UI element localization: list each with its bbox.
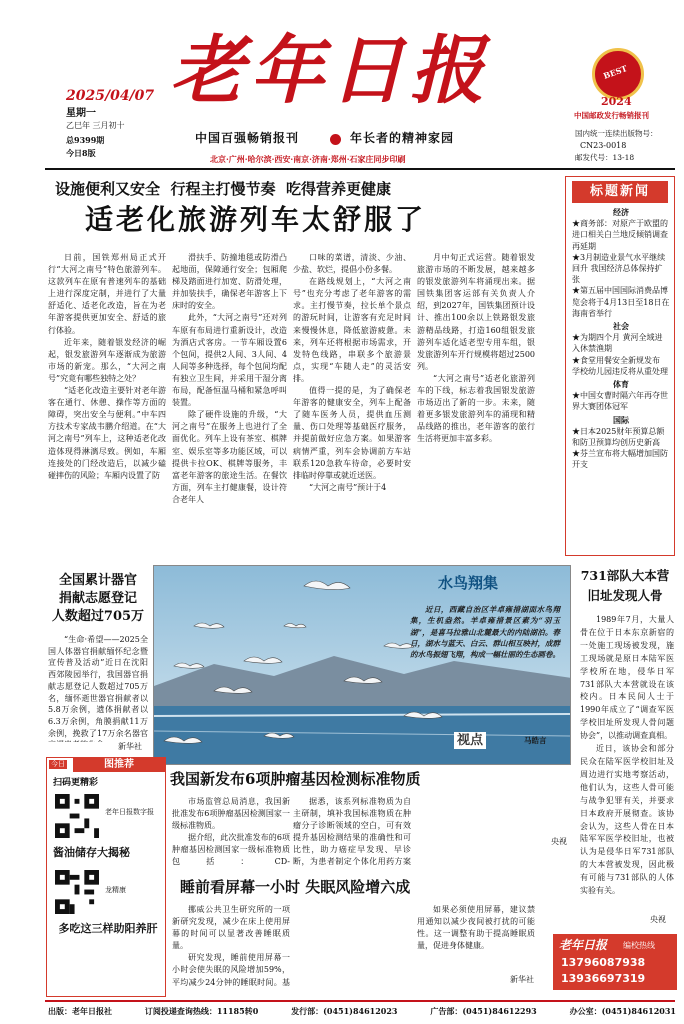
lead-paragraph: 日前，国铁郑州局正式开行“大河之南号”特色旅游列车。这款列车在原有普速列车的基础上进行深度定制，并进行了大量舒适化、适老化改造，旨在为老年游客提供更加安全、舒适的旅行体验。 bbox=[48, 253, 166, 335]
donation-body bbox=[48, 634, 148, 742]
ad-brand: 老年日报 bbox=[559, 938, 608, 952]
award-badge-icon: BEST bbox=[592, 48, 644, 100]
unit731-credit: 央视 bbox=[650, 915, 666, 924]
ad-tagline: 编校热线 bbox=[623, 941, 655, 950]
qr2-label: 龙精康 bbox=[105, 886, 126, 894]
page-count: 今日8版 bbox=[66, 148, 96, 158]
screen-col1: 挪威公共卫生研究所的一项新研究发现，减少在床上使用屏幕的时间可以显著改善睡眠质量。 研究发现，睡前使用屏幕一小时会使失眠的风险增加59%，平均减少24分钟的睡眠时间。基 bbox=[172, 905, 290, 987]
lead-paragraph: 近年来，随着银发经济的崛起，银发旅游列车逐渐成为旅游市场的新宠。那么，“大河之南号”究竟有哪些独特之处？ bbox=[48, 337, 166, 383]
lead-paragraph: “大河之南号”预计于4 bbox=[309, 482, 387, 492]
donation-credit: 新华社 bbox=[118, 742, 142, 751]
photo-feature bbox=[153, 565, 571, 765]
lead-story-col1 bbox=[48, 252, 166, 582]
screen-headline: 睡前看屏幕一小时 失眠风险增六成 bbox=[180, 878, 411, 896]
main-headline: 适老化旅游列车太舒服了 bbox=[85, 203, 427, 236]
news-flash-list bbox=[572, 207, 670, 471]
lead-paragraph: 滑扶手、防撞地毯或防滑凸起地面，保障通行安全；包厢爬梯及踏面进行加宽、防滑处理，并加装扶手，确保老年游客上下床时的安全。 bbox=[172, 253, 287, 311]
photo-title: 水鸟翔集 bbox=[438, 574, 499, 592]
news-item: ★第五届中国国际消费品博览会将于4月13日至18日在海南省举行 bbox=[572, 286, 670, 318]
section-label: 体育 bbox=[613, 379, 629, 390]
unit731-headline: 731部队大本营 旧址发现人骨 bbox=[580, 568, 670, 603]
masthead-rule bbox=[45, 168, 675, 170]
screen-col2: 如果必须使用屏幕，建议禁用通知以减少夜间被打扰的可能性。这一调整有助于提高睡眠质量，促进身体健康。 bbox=[417, 905, 535, 951]
weekday: 星期一 bbox=[66, 108, 96, 119]
lunar-date: 乙巳年 三月初十 bbox=[66, 121, 125, 130]
issue-date: 2025/04/07 bbox=[66, 88, 155, 104]
footer-office: 办公室：(0451)84612031 bbox=[569, 1006, 676, 1016]
qr-code-icon[interactable] bbox=[55, 794, 99, 838]
genomics-headline: 我国新发布6项肿瘤基因检测标准物质 bbox=[170, 770, 421, 788]
section-label: 社会 bbox=[613, 321, 629, 332]
corner-label: 视点 bbox=[454, 732, 486, 749]
screen-credit: 新华社 bbox=[510, 975, 534, 984]
masthead bbox=[0, 0, 684, 178]
lead-paragraph: 口味的菜谱，清淡、少油、少盐、软烂，提倡小份多餐。 bbox=[293, 253, 411, 275]
footer-distribution: 发行部：(0451)84612023 bbox=[291, 1006, 398, 1016]
news-item: ★商务部：对原产于欧盟的进口相关白兰地反倾销调查再延期 bbox=[572, 219, 668, 251]
issue-total: 总9399期 bbox=[66, 135, 105, 145]
unit731-body bbox=[580, 614, 674, 914]
lead-paragraph: 值得一提的是，为了确保老年游客的健康安全，列车上配备了随车医务人员，提供血压测量、伤口处理等基础医疗服务，并提前做好应急方案。如果游客病情严重，列车会协调前方车站联系120急救车待命，必要时安排临时停靠或就近送医。 bbox=[293, 386, 411, 480]
news-item: ★芬兰宣布将大幅增加国防开支 bbox=[572, 449, 668, 470]
lead-story-col3 bbox=[293, 252, 411, 582]
badge-year: 2024 bbox=[601, 95, 632, 108]
news-flash-title: 标题新闻 bbox=[572, 181, 668, 203]
qr2-title[interactable]: 多吃这三样助阳养肝 bbox=[58, 922, 158, 935]
hotline-ad bbox=[553, 934, 677, 990]
subhead-2: 行程主打慢节奏 bbox=[170, 180, 276, 198]
footer bbox=[48, 1006, 676, 1017]
qr-box-tag: 今日 bbox=[51, 760, 65, 768]
qr1-label: 老年日报数字报 bbox=[105, 808, 154, 816]
lead-paragraph: 此外，“大河之南号”还对列车原有布局进行重新设计，改造为酒店式客房。一节车厢设置6个包间，提供2人间、3人间、4人间等多种选择，每个包间均配有独立卫生间，并采用干湿分离布局，配备恒温马桶和紧急呼叫装置。 bbox=[172, 313, 287, 408]
lead-paragraph: “大河之南号”适老化旅游列车的下线，标志着我国银发旅游市场迈出了新的一步。未来，随着更多银发旅游列车的涌现和精品线路的推出，老年游客的旅行生活将更加丰富多彩。 bbox=[417, 373, 535, 444]
news-item: ★为期四个月 黄河全域进入休禁渔期 bbox=[572, 333, 663, 354]
lead-story-col4 bbox=[417, 252, 535, 570]
ad-phone-1[interactable]: 13796087938 bbox=[561, 956, 646, 969]
slogan-right: 年长者的精神家园 bbox=[350, 131, 455, 145]
photo-credit: 马皓言 bbox=[524, 736, 547, 745]
lead-story-col2 bbox=[172, 252, 287, 582]
footer-rule bbox=[45, 1000, 675, 1002]
footer-ads: 广告部：(0451)84612293 bbox=[430, 1006, 537, 1016]
print-cities: 北京·广州·哈尔滨·西安·南京·济南·郑州·石家庄同步印刷 bbox=[210, 154, 406, 164]
news-item: ★日本2025财年预算总额和防卫预算均创历史新高 bbox=[572, 426, 665, 448]
unit731-paragraph: 1989年7月，大量人骨在位于日本东京新宿的一处施工现场被发现，施工现场就是原日本陆军医学校所在地，侵华日军731部队大本营就设在该校内。日本民间人士于1990年成立了“调查军医学校旧址所发现人骨问题协会”，以推动调查真相。 bbox=[580, 615, 674, 741]
news-item: ★食堂用餐安全新规发布 学校幼儿园违反将从重处理 bbox=[572, 355, 668, 376]
donation-paragraph: “生命·希望——2025全国人体器官捐献缅怀纪念暨宣传普及活动”近日在沈阳西郊陵园举行，我国器官捐献志愿登记人数超过705万名，缅怀逝世器官捐献者以5.8万余例，遗体捐献者以6.3万余例，角膜捐献11万余例，挽救了17万余名器官 bbox=[48, 635, 148, 738]
section-label: 经济 bbox=[613, 207, 629, 217]
subheadline bbox=[55, 180, 565, 200]
postal-code: 邮发代号：13-18 bbox=[575, 153, 635, 162]
news-item: ★3月制造业景气水平继续回升 我国经济总体保持扩张 bbox=[572, 252, 666, 285]
lead-paragraph: 在路线规划上，“大河之南号”也充分考虑了老年游客的需求。主打慢节奏，拉长单个景点的游玩时间，让游客有充足时间来慢慢休息，降低旅游疲惫。未来，列车还将根据市场需求，开发特色线路，串联多个旅游景点，实现“车随人走”的灵活安排。 bbox=[293, 277, 411, 383]
qr-box bbox=[46, 757, 166, 997]
qr-box-header: 图推荐 bbox=[73, 758, 165, 772]
slogan-dot-icon bbox=[330, 134, 341, 145]
lead-paragraph: 除了硬件设施的升级，“大河之南号”在服务上也进行了全面优化。列车上设有茶室、棋牌室、娱乐室等多功能区域，可以提供卡拉OK、棋牌等服务，丰富老年游客的旅途生活。在餐饮方面，列车主打健康餐，设计符合老年人 bbox=[172, 410, 287, 504]
genomics-col2: 据悉，该系列标准物质为自主研制，填补我国标准物质在肿瘤分子诊断领域的空白，可有效提升基因检测结果的准确性和可比性，助力癌症早发现、早诊断，为患者制定个体化用药方案 bbox=[293, 797, 411, 867]
unit731-paragraph: 近日，该协会和部分民众在陆军医学校旧址及周边进行实地考察活动，他们认为，这些人骨可能与战争犯罪有关，并要求日本政府开展彻查。该协会认为，这些人骨在日本陆军军医学校旧址，也被认为是侵华日军731部队的大本营被发现，因此极有可能与731部队的人体实验有关。 bbox=[580, 744, 674, 896]
donation-headline: 全国累计器官 捐献志愿登记 人数超过705万 bbox=[51, 573, 145, 624]
newspaper-title: 老年日报 bbox=[170, 28, 490, 114]
ad-phone-2[interactable]: 13936697319 bbox=[561, 972, 646, 985]
qr-code-icon[interactable] bbox=[55, 870, 99, 914]
bird-lake-photo bbox=[154, 566, 571, 765]
news-flash-box bbox=[565, 176, 675, 556]
photo-caption: 近日，西藏自治区羊卓雍措湖面水鸟翔集，生机盎然。羊卓雍措景区素为“羽玉湖”，是喜马拉雅山北麓最大的内陆湖泊。春日，湖水与蓝天、白云、群山相互映衬，成群的水鸟振翅飞翔，构成一幅壮丽的生态画卷。 bbox=[410, 605, 560, 660]
cn-code: CN23-0018 bbox=[580, 141, 627, 150]
footer-order: 订阅投递查询热线：11185转0 bbox=[144, 1006, 259, 1016]
subhead-1: 设施便利又安全 bbox=[55, 180, 161, 198]
section-label: 国际 bbox=[613, 414, 629, 425]
cn-number-label: 国内统一连续出版物号： bbox=[575, 129, 658, 138]
footer-publisher: 出版：老年日报社 bbox=[48, 1006, 112, 1016]
subhead-3: 吃得营养更健康 bbox=[285, 180, 391, 198]
genomics-col3: 央视 bbox=[551, 837, 567, 846]
qr1-title[interactable]: 酱油储存大揭秘 bbox=[53, 846, 130, 859]
genomics-col1: 市场监管总局消息，我国新批准发布6项肿瘤基因检测国家一级标准物质。 据介绍，此次批准发布的6项肿瘤基因检测国家一级标准物质包括：CD- bbox=[172, 797, 290, 867]
badge-caption: 中国邮政发行畅销报刊 bbox=[574, 111, 649, 120]
slogan-left: 中国百强畅销报刊 bbox=[195, 131, 300, 145]
lead-paragraph: “适老化改造主要针对老年游客在通行、休憩、操作等方面的障碍，突出安全与便利。”中车四方技术专家战韦鹏介绍道。在“大河之南号”列车上，这种适老化改造体现得淋漓尽致。例如，车厢连接处的门经改造后，以减少磕碰摔伤的风险；车厢内设置了防 bbox=[48, 386, 166, 480]
qr-scan-text: 扫码更精彩 bbox=[53, 778, 99, 788]
lead-paragraph: 月中旬正式运营。随着银发旅游市场的不断发展，越来越多的银发旅游列车将涌现出来。据国铁集团客运部有关负责人介绍，到2027年，国铁集团预计设计、推出100余以上铁路银发旅游精品线路，打造160组银发旅游列车适化适老型专用车组，银发旅游列车开行规模将超过2500列。 bbox=[417, 253, 535, 371]
news-item: ★中国女曹时隔六年再夺世界大赛团体冠军 bbox=[572, 391, 668, 412]
